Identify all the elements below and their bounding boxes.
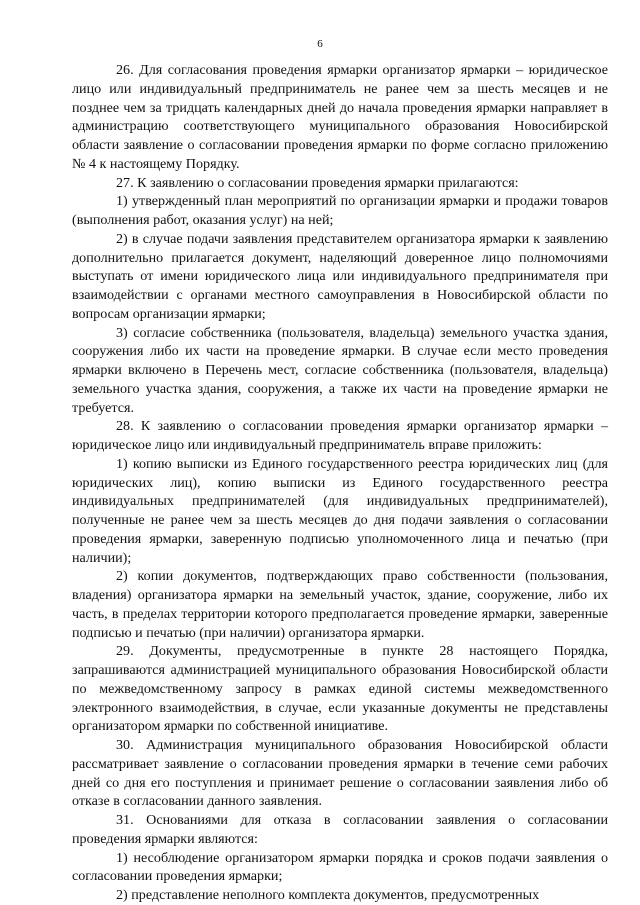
paragraph-31: 31. Основаниями для отказа в согласовании заявления о согласовании проведения ярмарки являются: [72, 812, 608, 847]
paragraph-26: 26. Для согласования проведения ярмарки организатор ярмарки – юридическое лицо или индивидуальный предприниматель не ранее чем за шесть месяцев и не позднее чем за тридцать календарных дней до начала проведения ярмарки направляет в администрацию соответствующего муниципального образования Новосибирской области заявление о согласовании проведения ярмарки по форме согласно приложению № 4 к настоящему Порядку. [72, 62, 608, 172]
paragraph-31-item-1: 1) несоблюдение организатором ярмарки порядка и сроков подачи заявления о согласовании проведения ярмарки; [72, 849, 608, 885]
paragraph-27-item-3: 3) согласие собственника (пользователя, владельца) земельного участка здания, сооружения либо их части на проведение ярмарки. В случае если место проведения ярмарки включено в Перечень мест, согласие собственника (пользователя, владельца) земельного участка здания, сооружения, а также их части на проведение ярмарки не требуется. [72, 324, 608, 416]
page-number: 6 [317, 38, 323, 50]
paragraph-28-item-1: 1) копию выписки из Единого государственного реестра юридических лиц (для юридических лиц), копию выписки из Единого государственного реестра индивидуальных предпринимателей (для индивидуальных предпринимателей), полученные не ранее чем за шесть месяцев до дня подачи заявления о согласовании проведения ярмарки, заверенную подписью уполномоченного лица и печатью (при наличии); [72, 455, 608, 566]
paragraph-28-item-2: 2) копии документов, подтверждающих право собственности (пользования, владения) организатора ярмарки на земельный участок, здание, сооружение, либо их часть, в пределах территории которого предполагается проведение ярмарки, заверенные подписью и печатью (при наличии) организатора ярмарки. [72, 568, 608, 641]
paragraph-27: 27. К заявлению о согласовании проведения ярмарки прилагаются: [116, 174, 519, 191]
paragraph-28: 28. К заявлению о согласовании проведения ярмарки организатор ярмарки – юридическое лицо или индивидуальный предприниматель вправе приложить: [72, 418, 608, 453]
paragraph-31-item-2: 2) представление неполного комплекта документов, предусмотренных [116, 887, 540, 903]
paragraph-29: 29. Документы, предусмотренные в пункте 28 настоящего Порядка, запрашиваются администрацией муниципального образования Новосибирской области по межведомственному запросу в рамках единой системы межведомственного электронного взаимодействия, в случае, если указанные документы не представлены организатором ярмарки по собственной инициативе. [72, 643, 608, 735]
document-body [72, 61, 608, 905]
paragraph-30: 30. Администрация муниципального образования Новосибирской области рассматривает заявление о согласовании проведения ярмарки в течение семи рабочих дней со дня его поступления и принимает решение о согласовании заявления либо об отказе в согласовании данного заявления. [72, 737, 608, 810]
paragraph-27-item-1: 1) утвержденный план мероприятий по организации ярмарки и продажи товаров (выполнения работ, оказания услуг) на ней; [72, 193, 608, 228]
paragraph-27-item-2: 2) в случае подачи заявления представителем организатора ярмарки к заявлению дополнительно прилагается документ, наделяющий доверенное лицо полномочиями выступать от имени юридического лица или индивидуального предпринимателя при взаимодействии с органами местного самоуправления в Новосибирской области по вопросам организации ярмарки; [72, 230, 608, 322]
